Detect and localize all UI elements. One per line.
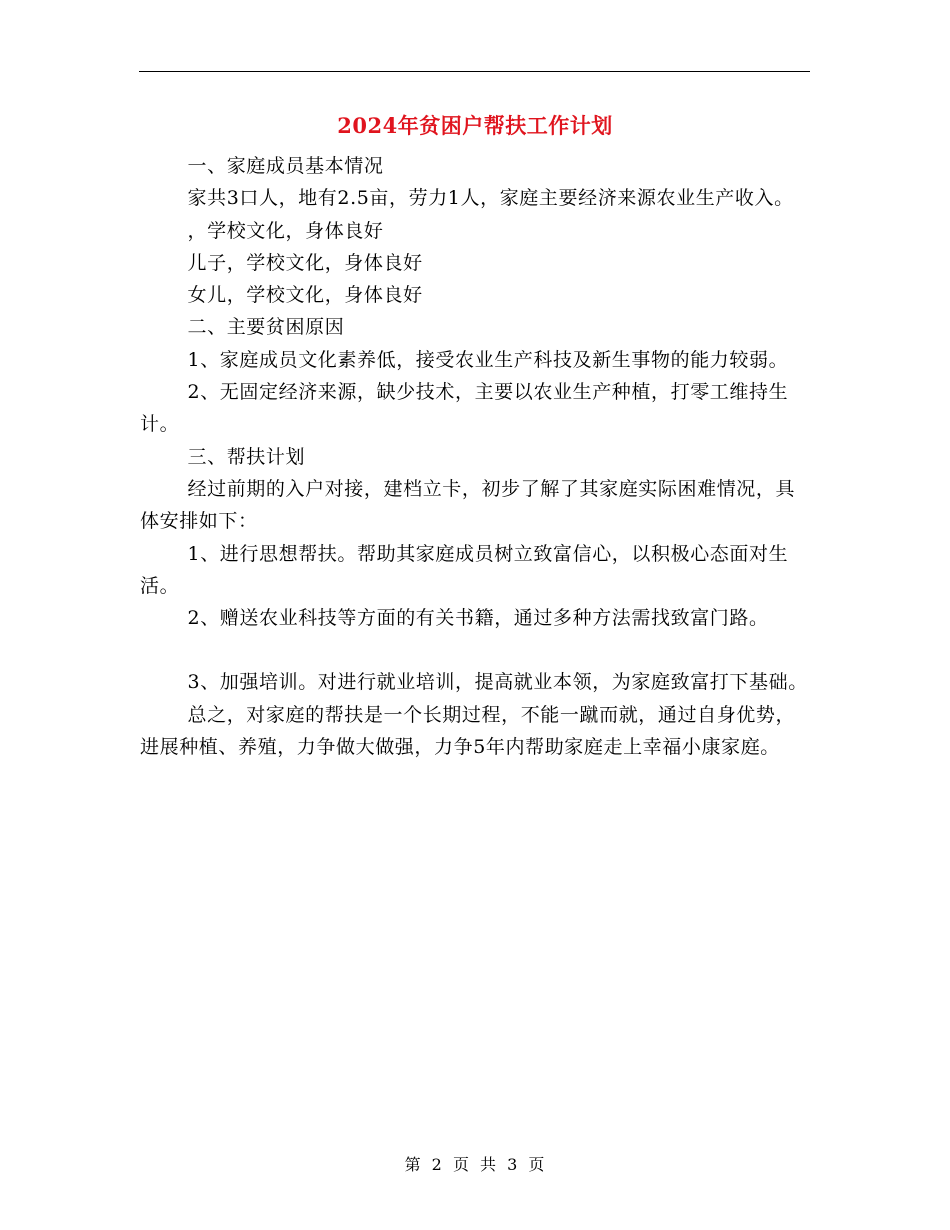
paragraph-plan-1: 1、进行思想帮扶。帮助其家庭成员树立致富信心，以积极心态面对生活。	[140, 542, 789, 597]
paragraph-member-son: 儿子，学校文化，身体良好	[187, 251, 423, 274]
paragraph-conclusion: 总之，对家庭的帮扶是一个长期过程，不能一蹴而就，通过自身优势，进展种植、养殖，力争做大做强，力争5年内帮助家庭走上幸福小康家庭。	[140, 703, 796, 759]
paragraph-family-size: 家共3口人，地有2.5亩，劳力1人，家庭主要经济来源农业生产收入。	[187, 187, 794, 210]
section-heading-assistance-plan: 三、帮扶计划	[187, 445, 306, 468]
document-body	[140, 150, 812, 763]
header-rule	[139, 71, 810, 72]
document-title: 2024年贫困户帮扶工作计划	[337, 113, 613, 138]
paragraph-member-1: ，学校文化，身体良好	[187, 219, 384, 242]
paragraph-plan-2: 2、赠送农业科技等方面的有关书籍，通过多种方法需找致富门路。	[187, 607, 769, 630]
section-heading-poverty-causes: 二、主要贫困原因	[187, 316, 345, 339]
page-number: 第 2 页 共 3 页	[404, 1155, 546, 1174]
paragraph-member-daughter: 女儿，学校文化，身体良好	[187, 284, 423, 307]
section-heading-family-info: 一、家庭成员基本情况	[187, 155, 384, 177]
paragraph-plan-intro: 经过前期的入户对接，建档立卡，初步了解了其家庭实际困难情况，具体安排如下：	[140, 477, 796, 533]
paragraph-cause-2: 2、无固定经济来源，缺少技术，主要以农业生产种植，打零工维持生计。	[140, 381, 789, 436]
paragraph-plan-3: 3、加强培训。对进行就业培训，提高就业本领，为家庭致富打下基础。	[187, 671, 808, 694]
paragraph-cause-1: 1、家庭成员文化素养低，接受农业生产科技及新生事物的能力较弱。	[187, 348, 789, 371]
